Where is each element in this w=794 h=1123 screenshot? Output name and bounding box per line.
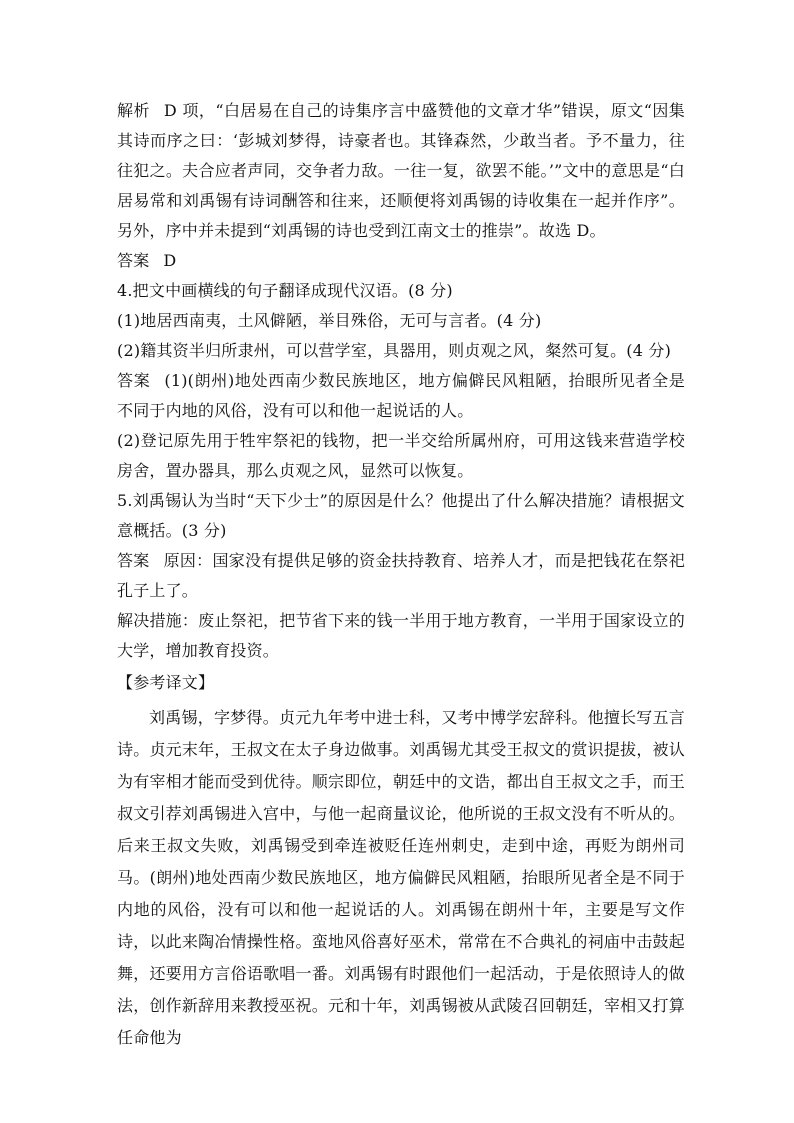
analysis-text: D 项，“白居易在自己的诗集序言中盛赞他的文章才华”错误，原文“因集其诗而序之曰：‘彭城刘梦得，诗豪者也。其锋森然，少敢当者。予不量力，往往犯之。夫合应者声同，交争者力敌。一往一复，欲罢不能。’”文中的意思是“白居易常和刘禹锡有诗词酬答和往来，还顺便将刘禹锡的诗收集在一起并作序”。另外，序中并未提到“刘禹锡的诗也受到江南文士的推崇”。故选 D。 — [117, 101, 685, 240]
translation-heading: 【参考译文】 — [117, 673, 215, 692]
answer-text-q3: D — [163, 251, 177, 270]
analysis-paragraph — [117, 96, 685, 246]
answer-paragraph-q3 — [117, 246, 685, 276]
document-page — [117, 90, 685, 1054]
answer-text-q4-1: (1)(朗州)地处西南少数民族地区，地方偏僻民风粗陋，抬眼所见者全是不同于内地的风俗，没有可以和他一起说话的人。 — [117, 371, 686, 420]
answer-label-q4: 答案 — [117, 371, 151, 390]
question-4-item-2: (2)籍其资半归所隶州，可以营学室，具器用，则贞观之风，粲然可复。(4 分) — [117, 341, 672, 360]
question-4-title: 4.把文中画横线的句子翻译成现代汉语。(8 分) — [117, 281, 453, 300]
answer-label-q3: 答案 — [117, 251, 150, 270]
answer-label-q5: 答案 — [117, 551, 150, 570]
answer-paragraph-q4-2: (2)登记原先用于牲牢祭祀的钱物，把一半交给所属州府，可用这钱来营造学校房舍，置办器具，那么贞观之风，显然可以恢复。 — [117, 431, 685, 480]
answer-paragraph-q5-reason — [117, 546, 685, 606]
translation-body: 刘禹锡，字梦得。贞元九年考中进士科，又考中博学宏辞科。他擅长写五言诗。贞元末年，王叔文在太子身边做事。刘禹锡尤其受王叔文的赏识提拔，被认为有宰相才能而受到优待。顺宗即位，朝廷中的文诰，都出自王叔文之手，而王叔文引荐刘禹锡进入宫中，与他一起商量议论，他所说的王叔文没有不听从的。后来王叔文失败，刘禹锡受到牵连被贬任连州刺史，走到中途，再贬为朗州司马。(朗州)地处西南少数民族地区，地方偏僻民风粗陋，抬眼所见者全是不同于内地的风俗，没有可以和他一起说话的人。刘禹锡在朗州十年，主要是写文作诗，以此来陶冶情操性格。蛮地风俗喜好巫术，常常在不合典礼的祠庙中击鼓起舞，还要用方言俗语歌唱一番。刘禹锡有时跟他们一起活动，于是依照诗人的做法，创作新辞用来教授巫祝。元和十年，刘禹锡被从武陵召回朝廷，宰相又打算任命他为 — [117, 708, 685, 1047]
analysis-label: 解析 — [117, 101, 150, 120]
answer-paragraph-q4-1 — [117, 366, 685, 426]
answer-paragraph-q5-measure: 解决措施：废止祭祀，把节省下来的钱一半用于地方教育，一半用于国家设立的大学，增加教育投资。 — [117, 611, 685, 660]
question-4-item-1: (1)地居西南夷，土风僻陋，举目殊俗，无可与言者。(4 分) — [117, 311, 542, 330]
question-5-title: 5.刘禹锡认为当时“天下少士”的原因是什么？他提出了什么解决措施？请根据文意概括。(3 分) — [117, 491, 685, 540]
answer-text-q5-reason: 原因：国家没有提供足够的资金扶持教育、培养人才，而是把钱花在祭祀孔子上了。 — [117, 551, 685, 600]
